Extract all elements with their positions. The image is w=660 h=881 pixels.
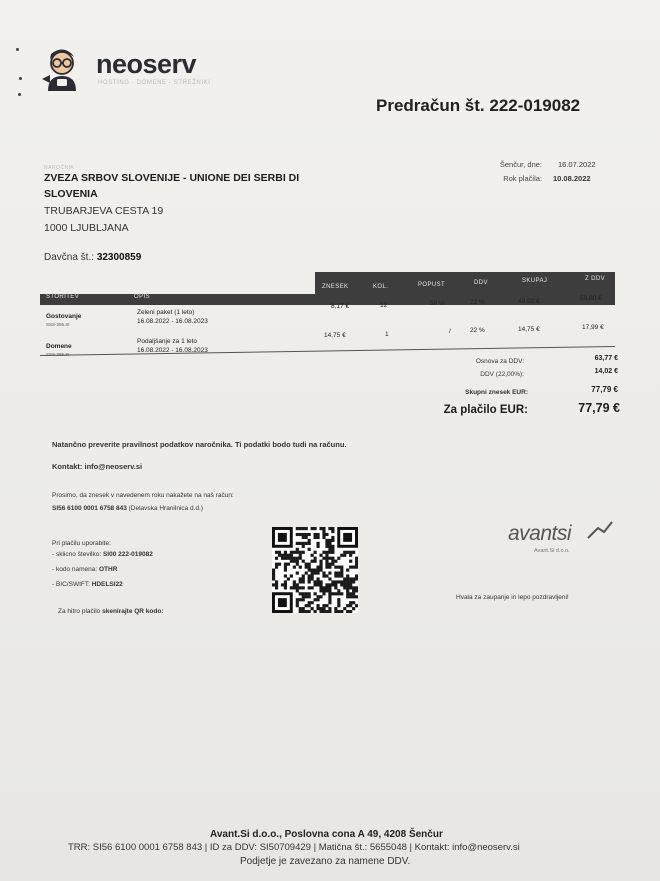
payment-account [52,505,203,512]
reference-label: - sklicno številko: [52,551,102,558]
issue-date-value: 16.07.2022 [558,160,596,169]
reference-value: SI00 222-019082 [102,551,153,558]
payment-intro: Prosimo, da znesek v navedenem roku nakažete na naš račun: [52,492,234,499]
row1-service: Gostovanje [46,313,82,320]
neoserv-wordmark: neoserv [96,49,197,79]
row1-period: 16.08.2022 - 16.08.2023 [137,318,208,325]
qr-hint [58,608,164,615]
col-ddv: DDV [474,280,488,286]
payment-bic [52,581,123,588]
punch-mark [19,77,22,80]
row1-qty: 12 [380,302,388,309]
footer-vat-note: Podjetje je zavezano za namene DDV. [240,856,411,867]
payment-use-title: Pri plačilu uporabite: [52,540,111,547]
payment-qr-code[interactable] [272,527,358,613]
due-date-label: Rok plačila: [503,174,542,183]
avantsi-wordmark: avantsi [508,522,572,545]
qr-hint-text: Za hitro plačilo [58,608,101,615]
row1-code: SSS-255.SI [46,322,70,327]
row2-discount: / [449,328,451,335]
col-popust: POPUST [418,282,446,288]
logo-tagline: HOSTING · DOMENE · STREŽNIKI [98,80,211,86]
punch-mark [18,93,21,96]
vat-label: DDV (22,00%): [480,371,524,378]
customer-name: ZVEZA SRBOV SLOVENIJE - UNIONE DEI SERBI DI SLOVENIA [44,172,300,200]
footer-details: TRR: SI56 6100 0001 6758 843 | ID za DDV: SI50709429 | Matična št.: 5655048 | Kontakt: info@neoserv.si [68,842,520,853]
neoserv-mascot-logo [38,45,86,93]
qr-hint-bold: skenirajte QR kodo: [102,608,164,615]
row2-vat: 22 % [470,327,485,334]
row1-total-vat: 59,80 € [580,295,602,302]
vat-base-value: 63,77 € [594,355,618,362]
row2-amount: 14,75 € [324,332,346,339]
vat-base-label: Osnova za DDV: [475,358,524,365]
due-date-value: 10.08.2022 [553,174,591,183]
contact-line [52,462,142,471]
vat-value: 14,02 € [594,368,618,375]
col-zddv: Z DDV [585,276,605,282]
col-kol: KOL. [373,284,389,290]
row1-vat: 22 % [470,299,485,306]
purpose-label: - kodo namena: [52,566,98,573]
row2-total-vat: 17,99 € [582,324,604,331]
col-opis: OPIS [134,294,150,300]
row1-desc: Zeleni paket (1 leto) [137,309,195,316]
row2-desc: Podaljšanje za 1 leto [137,338,197,345]
tax-label: Davčna št.: [44,252,95,263]
footer-company [210,829,443,840]
row2-total: 14,75 € [518,326,540,333]
pay-total-label: Za plačilo EUR: [443,404,528,416]
punch-mark [16,48,19,51]
customer-street: TRUBARJEVA CESTA 19 [44,205,164,217]
customer-city: 1000 LJUBLJANA [44,222,129,234]
verify-notice: Natančno preverite pravilnost podatkov naročnika. Ti podatki bodo tudi na računu. [52,440,347,449]
row2-qty: 1 [385,331,389,338]
avantsi-swoosh-icon [586,520,614,544]
bic-value: HDELSI22 [91,581,123,588]
customer-label: NAROČNIK [44,165,75,171]
customer-tax-number [44,252,141,263]
thank-you-note: Hvala za zaupanje in lepo pozdravljeni! [456,594,569,601]
payment-reference [52,551,153,558]
contact-email: info@neoserv.si [84,462,143,471]
sum-value: 77,79 € [591,385,618,394]
iban: SI56 6100 0001 6758 843 [52,505,127,512]
row2-period: 16.08.2022 - 16.08.2023 [137,347,208,354]
bic-label: - BIC/SWIFT: [52,581,90,588]
row2-service: Domene [46,343,72,350]
footer-company-text: Avant.Si d.o.o., Poslovna cona A 49, 4208 Šenčur [210,829,443,840]
col-znesek: ZNESEK [322,284,349,290]
contact-label: Kontakt: [52,462,83,471]
purpose-value: OTHR [98,566,118,573]
tax-value: 32300859 [96,252,142,263]
table-bottom-rule [40,346,615,356]
bank-name: (Delavska Hranilnica d.d.) [128,505,204,512]
row1-amount: 8,17 € [331,303,350,310]
payment-purpose [52,566,117,573]
avantsi-company: Avant.Si d.o.o. [534,548,570,554]
row1-discount: 50 % [430,300,445,307]
pay-total-value: 77,79 € [578,401,620,415]
document-title: Predračun št. 222-019082 [376,96,581,115]
col-storitev: STORITEV [46,294,80,300]
row1-total: 49,02 € [518,298,540,305]
sum-label: Skupni znesek EUR: [465,389,528,396]
issue-date-label: Šenčur, dne: [499,160,542,169]
col-skupaj: SKUPAJ [522,278,548,284]
